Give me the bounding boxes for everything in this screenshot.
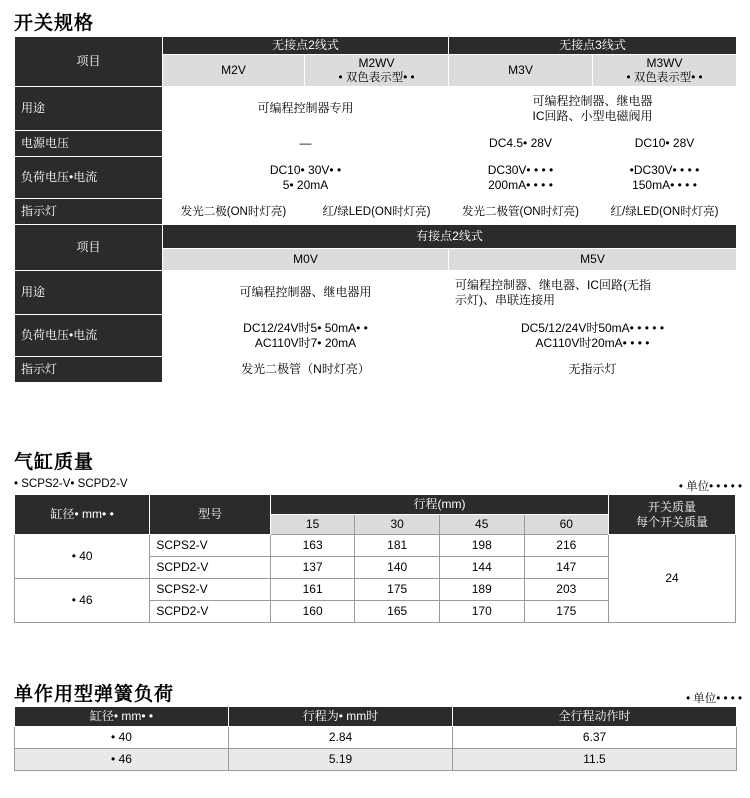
voltage-2wire-value: —	[163, 131, 449, 157]
weight-value: 140	[355, 557, 440, 579]
lamp-m5v-value: 无指示灯	[449, 357, 737, 383]
load-m0v-value	[163, 315, 449, 357]
header-switch-weight-line1: 开关质量	[648, 499, 697, 514]
use-m5v-line1: 可编程控制器、继电器、IC回路(无指	[455, 277, 651, 292]
weight-value: 144	[439, 557, 524, 579]
cylinder-weight-table	[14, 494, 736, 623]
table-row	[15, 199, 737, 225]
model-m2wv	[305, 55, 449, 87]
model-m5v: M5V	[449, 249, 737, 271]
lamp-m2wv-value: 红/绿LED(ON时灯亮)	[305, 199, 449, 225]
stroke-15: 15	[270, 515, 355, 535]
stroke-60: 60	[524, 515, 609, 535]
header-stroke: 行程(mm)	[270, 495, 608, 515]
switch-spec-table	[14, 36, 737, 383]
lamp-m2v-value: 发光二极(ON时灯亮)	[163, 199, 305, 225]
use-2wire-value: 可编程控制器专用	[163, 87, 449, 131]
header-model: 型号	[150, 495, 271, 535]
page-title-cylinder-weight: 气缸质量	[14, 452, 95, 473]
stroke-45: 45	[439, 515, 524, 535]
header-item-2: 项目	[15, 225, 163, 271]
model-m3wv	[593, 55, 737, 87]
model-m3wv-label: M3WV	[646, 56, 683, 70]
model-m2v	[163, 55, 305, 87]
spring-bore-40: • 40	[15, 727, 229, 749]
table-row	[15, 495, 736, 515]
load-2wire-line1: DC10• 30V• •	[269, 162, 342, 177]
cylinder-weight-subnote: • SCPS2-V• SCPD2-V	[14, 478, 128, 490]
header-bore: 缸径• mm• •	[15, 495, 150, 535]
weight-value: 175	[355, 579, 440, 601]
use-3wire-line2: IC回路、小型电磁阀用	[532, 108, 653, 123]
table-row	[15, 37, 737, 55]
load-m3v-line1: DC30V• • • •	[487, 162, 554, 177]
spring-full-value: 6.37	[453, 727, 737, 749]
model-scps2v-40: SCPS2-V	[150, 535, 271, 557]
page-title-spring-load: 单作用型弹簧负荷	[14, 684, 175, 705]
stroke-30: 30	[355, 515, 440, 535]
weight-value: 137	[270, 557, 355, 579]
load-m5v-line1: DC5/12/24V时50mA• • • • •	[520, 320, 665, 335]
load-m3v-value	[449, 157, 593, 199]
bore-40: • 40	[15, 535, 150, 579]
weight-value: 165	[355, 601, 440, 623]
spring-load-table	[14, 706, 737, 771]
model-scpd2v-46: SCPD2-V	[150, 601, 271, 623]
weight-value: 216	[524, 535, 609, 557]
spring-bore-46: • 46	[15, 749, 229, 771]
weight-value: 170	[439, 601, 524, 623]
table-row	[15, 707, 737, 727]
bore-46: • 46	[15, 579, 150, 623]
header-contactless-2wire: 无接点2线式	[163, 37, 449, 55]
use-m0v-value: 可编程控制器、继电器用	[163, 271, 449, 315]
table-row	[15, 535, 736, 557]
row-label-load: 负荷电压•电流	[15, 157, 163, 199]
voltage-m3v-value: DC4.5• 28V	[449, 131, 593, 157]
model-m2v-label: M2V	[221, 63, 246, 78]
table-row	[15, 315, 737, 357]
weight-value: 147	[524, 557, 609, 579]
model-m2wv-label: M2WV	[358, 56, 395, 70]
header-spring-full: 全行程动作时	[453, 707, 737, 727]
use-m5v-value	[449, 271, 737, 315]
table-row	[15, 271, 737, 315]
spring-load-unit: • 单位• • • •	[686, 693, 742, 705]
load-m3wv-value	[593, 157, 737, 199]
header-spring-stroke: 行程为• mm时	[229, 707, 453, 727]
lamp-m3wv-value: 红/绿LED(ON时灯亮)	[593, 199, 737, 225]
weight-value: 203	[524, 579, 609, 601]
header-item: 项目	[15, 37, 163, 87]
header-contactless-3wire: 无接点3线式	[449, 37, 737, 55]
page-title-switch-spec: 开关规格	[14, 13, 95, 34]
header-contact-2wire: 有接点2线式	[163, 225, 737, 249]
header-switch-weight	[609, 495, 736, 535]
table-row	[15, 727, 737, 749]
model-m2wv-note: • 双色表示型• •	[338, 72, 415, 84]
table-row	[15, 357, 737, 383]
model-m0v: M0V	[163, 249, 449, 271]
load-2wire-value	[163, 157, 449, 199]
table-row	[15, 87, 737, 131]
table-row	[15, 131, 737, 157]
weight-value: 161	[270, 579, 355, 601]
table-row	[15, 157, 737, 199]
load-m3wv-line1: •DC30V• • • •	[629, 162, 700, 177]
model-m3wv-note: • 双色表示型• •	[626, 72, 703, 84]
cylinder-weight-unit: • 单位• • • • •	[678, 481, 742, 493]
header-switch-weight-line2: 每个开关质量	[636, 514, 709, 529]
use-3wire-value	[449, 87, 737, 131]
load-m5v-line2: AC110V时20mA• • • •	[535, 335, 650, 350]
use-3wire-line1: 可编程控制器、继电器	[532, 93, 653, 108]
spring-full-value: 11.5	[453, 749, 737, 771]
load-m0v-line2: AC110V时7• 20mA	[254, 335, 357, 350]
spring-stroke-value: 2.84	[229, 727, 453, 749]
lamp-m0v-value: 发光二极管（N时灯亮）	[163, 357, 449, 383]
model-scpd2v-40: SCPD2-V	[150, 557, 271, 579]
row-label-lamp: 指示灯	[15, 199, 163, 225]
row-label-use: 用途	[15, 87, 163, 131]
switch-weight-value: 24	[609, 535, 736, 623]
weight-value: 163	[270, 535, 355, 557]
row-label-voltage: 电源电压	[15, 131, 163, 157]
load-m0v-line1: DC12/24V时5• 50mA• •	[243, 320, 368, 335]
row-label-load-2: 负荷电压•电流	[15, 315, 163, 357]
header-spring-bore: 缸径• mm• •	[15, 707, 229, 727]
row-label-lamp-2: 指示灯	[15, 357, 163, 383]
model-scps2v-46: SCPS2-V	[150, 579, 271, 601]
weight-value: 181	[355, 535, 440, 557]
weight-value: 189	[439, 579, 524, 601]
weight-value: 175	[524, 601, 609, 623]
model-m3v-label: M3V	[508, 63, 533, 78]
table-row	[15, 225, 737, 249]
weight-value: 198	[439, 535, 524, 557]
load-m3wv-line2: 150mA• • • •	[632, 177, 697, 192]
use-m5v-line2: 示灯)、串联连接用	[455, 292, 555, 307]
spring-stroke-value: 5.19	[229, 749, 453, 771]
load-2wire-line2: 5• 20mA	[282, 177, 329, 192]
voltage-m3wv-value: DC10• 28V	[593, 131, 737, 157]
load-m5v-value	[449, 315, 737, 357]
load-m3v-line2: 200mA• • • •	[488, 177, 553, 192]
lamp-m3v-value: 发光二极管(ON时灯亮)	[449, 199, 593, 225]
table-row	[15, 749, 737, 771]
row-label-use-2: 用途	[15, 271, 163, 315]
model-m3v	[449, 55, 593, 87]
weight-value: 160	[270, 601, 355, 623]
